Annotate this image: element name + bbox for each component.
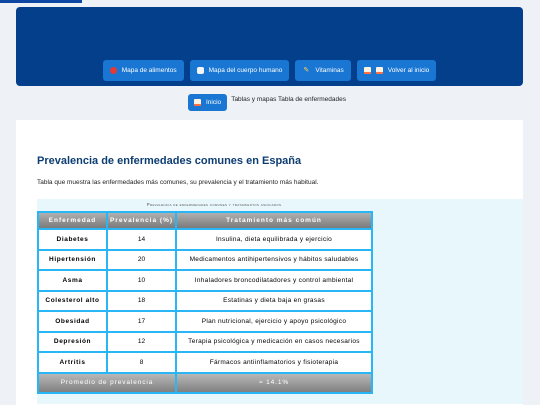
treatment-text: Inhaladores broncodilatadores y control ambiental	[176, 270, 372, 291]
treatment-text: Insulina, dieta equilibrada y ejercicio	[176, 229, 372, 250]
home-icon	[376, 67, 383, 74]
prevalence-value: 14	[107, 229, 176, 250]
home-icon	[194, 99, 201, 106]
prevalence-value: 20	[107, 250, 176, 271]
nav-button-vitamins[interactable]	[295, 60, 350, 81]
table-row	[38, 311, 372, 332]
average-value: ≈ 14.1%	[176, 373, 372, 394]
disease-name: Colesterol alto	[38, 291, 107, 312]
prevalence-value: 12	[107, 332, 176, 353]
nav-label: Mapa de alimentos	[121, 67, 177, 74]
disease-name: Artritis	[38, 352, 107, 373]
table-footer-row	[38, 373, 372, 394]
table-row	[38, 352, 372, 373]
disease-name: Hipertensión	[38, 250, 107, 271]
inicio-button[interactable]	[188, 94, 227, 111]
page-title: Prevalencia de enfermedades comunes en España	[37, 155, 302, 167]
nav-button-home[interactable]	[357, 60, 437, 81]
table-header-row	[38, 212, 372, 229]
apple-icon	[110, 67, 117, 74]
treatment-text: Plan nutricional, ejercicio y apoyo psicológico	[176, 311, 372, 332]
disease-table	[37, 211, 373, 394]
table-row	[38, 291, 372, 312]
column-header-treatment: Tratamiento más común	[176, 212, 372, 229]
body-icon	[197, 67, 204, 74]
main-content	[16, 120, 523, 405]
disease-name: Obesidad	[38, 311, 107, 332]
nav-label: Vitaminas	[315, 67, 344, 74]
table-row	[38, 332, 372, 353]
nav-label: Mapa del cuerpo humano	[208, 67, 283, 74]
nav-button-food-map[interactable]	[103, 60, 184, 81]
treatment-text: Fármacos antiinflamatorios y fisioterapia	[176, 352, 372, 373]
inicio-label: Inicio	[206, 99, 222, 106]
table-row	[38, 229, 372, 250]
breadcrumb-path: Tablas y mapas Tabla de enfermedades	[231, 96, 346, 103]
column-header-prevalence: Prevalencia (%)	[107, 212, 176, 229]
disease-name: Asma	[38, 270, 107, 291]
prevalence-value: 17	[107, 311, 176, 332]
page-description: Tabla que muestra las enfermedades más comunes, su prevalencia y el tratamiento más habitual.	[37, 179, 319, 186]
breadcrumb	[188, 94, 346, 111]
main-nav	[16, 60, 523, 81]
top-accent-line	[0, 0, 82, 3]
home-icon	[364, 67, 371, 74]
nav-button-body-map[interactable]	[190, 60, 290, 81]
table-row	[38, 250, 372, 271]
column-header-disease: Enfermedad	[38, 212, 107, 229]
treatment-text: Medicamentos antihipertensivos y hábitos saludables	[176, 250, 372, 271]
table-container	[37, 199, 523, 404]
disease-name: Diabetes	[38, 229, 107, 250]
nav-label: Volver al inicio	[387, 67, 430, 74]
average-label: Promedio de prevalencia	[38, 373, 176, 394]
disease-name: Depresión	[38, 332, 107, 353]
treatment-text: Estatinas y dieta baja en grasas	[176, 291, 372, 312]
table-row	[38, 270, 372, 291]
prevalence-value: 18	[107, 291, 176, 312]
vitamin-icon: ✎	[303, 66, 310, 74]
prevalence-value: 10	[107, 270, 176, 291]
table-caption: Prevalencia de enfermedades comunes y tratamientos asociados	[146, 202, 282, 207]
site-header	[16, 7, 523, 86]
prevalence-value: 8	[107, 352, 176, 373]
treatment-text: Terapia psicológica y medicación en casos necesarios	[176, 332, 372, 353]
